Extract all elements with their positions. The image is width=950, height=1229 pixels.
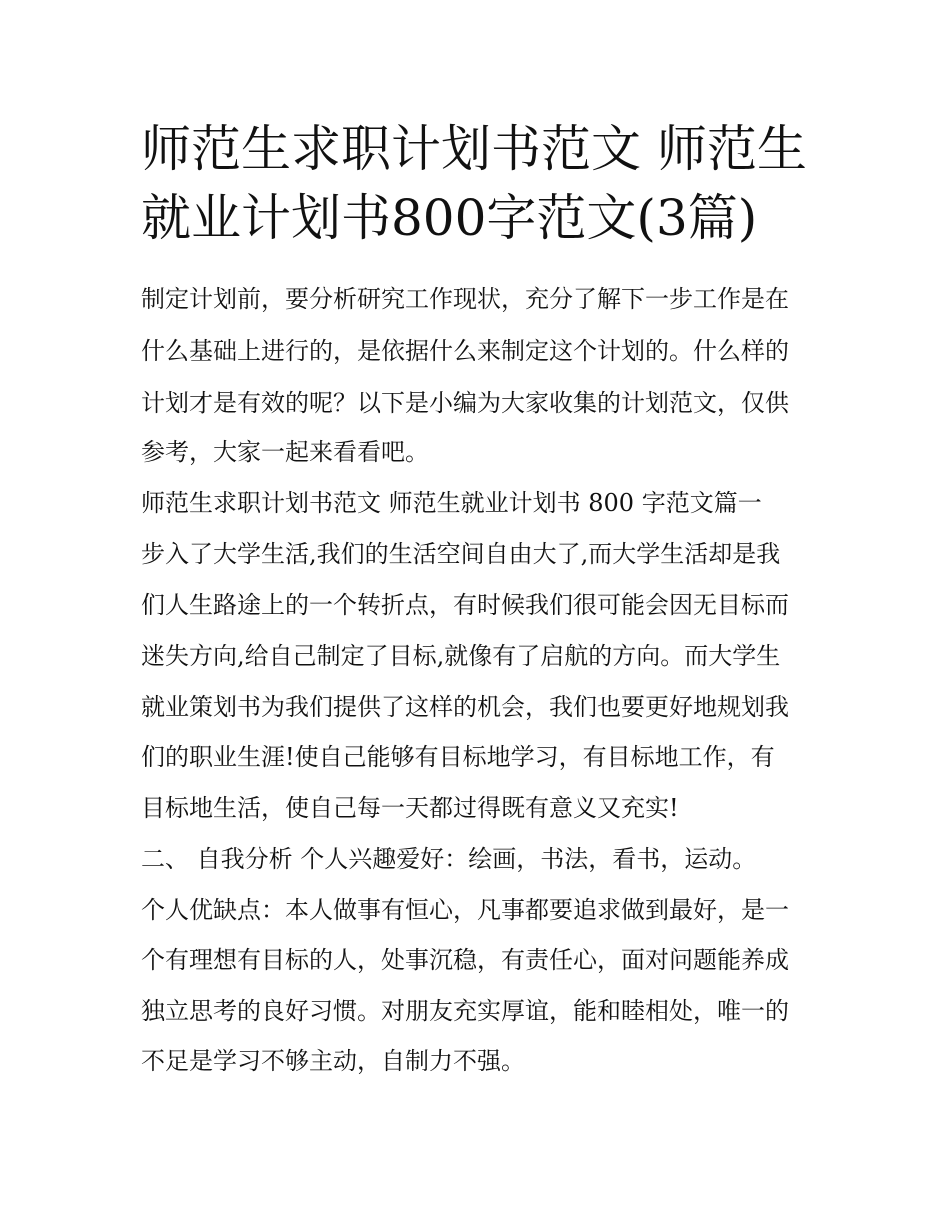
paragraph-line: 什么基础上进行的，是依据什么来制定这个计划的。什么样的 <box>141 337 789 365</box>
paragraph-line: 不足是学习不够主动，自制力不强。 <box>141 1047 525 1075</box>
paragraph-line: 迷失方向,给自己制定了目标,就像有了启航的方向。而大学生 <box>141 642 781 670</box>
paragraph-line: 步入了大学生活,我们的生活空间自由大了,而大学生活却是我 <box>141 540 781 568</box>
paragraph-line: 就业策划书为我们提供了这样的机会，我们也要更好地规划我 <box>141 693 789 721</box>
paragraph-line: 二、 自我分析 个人兴趣爱好：绘画，书法，看书，运动。 <box>141 845 757 873</box>
document-title <box>141 115 831 253</box>
paragraph-line: 参考，大家一起来看看吧。 <box>141 438 429 466</box>
paragraph-line: 们的职业生涯!使自己能够有目标地学习，有目标地工作，有 <box>141 743 775 771</box>
paragraph-line: 计划才是有效的呢？以下是小编为大家收集的计划范文，仅供 <box>141 389 789 417</box>
section-heading: 师范生求职计划书范文 师范生就业计划书 800 字范文篇一 <box>141 489 762 517</box>
paragraph-line: 们人生路途上的一个转折点，有时候我们很可能会因无目标而 <box>141 591 789 619</box>
paragraph-line: 独立思考的良好习惯。对朋友充实厚谊，能和睦相处，唯一的 <box>141 997 789 1025</box>
paragraph-line: 制定计划前，要分析研究工作现状，充分了解下一步工作是在 <box>141 285 789 313</box>
paragraph-line: 个有理想有目标的人，处事沉稳，有责任心，面对问题能养成 <box>141 946 789 974</box>
title-line-2: 就业计划书800字范文(3篇) <box>141 189 758 247</box>
title-line-1: 师范生求职计划书范文 师范生 <box>141 120 807 178</box>
paragraph-line: 目标地生活，使自己每一天都过得既有意义又充实! <box>141 794 679 822</box>
paragraph-line: 个人优缺点：本人做事有恒心，凡事都要追求做到最好，是一 <box>141 896 789 924</box>
